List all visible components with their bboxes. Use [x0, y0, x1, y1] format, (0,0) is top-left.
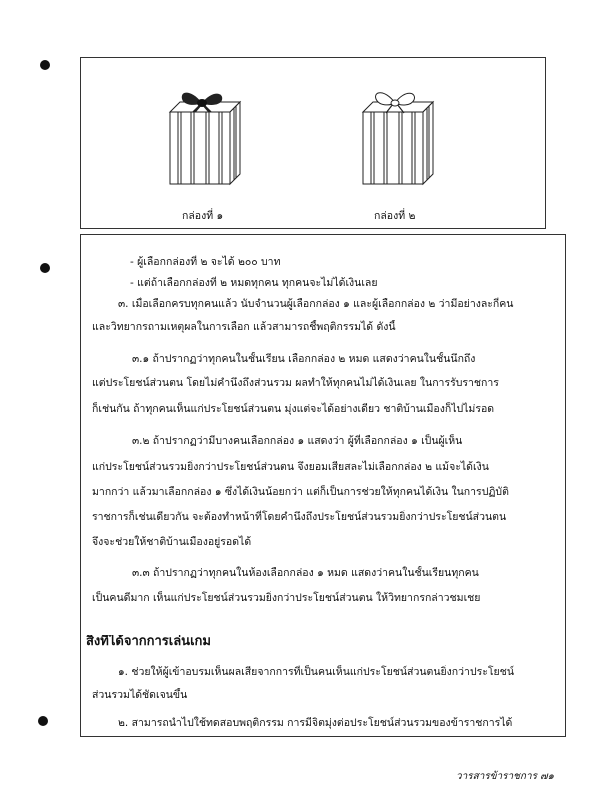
gift-box-1-image: [162, 86, 244, 188]
text-line: ๓.๒ ถ้าปรากฏว่ามีบางคนเลือกกล่อง ๑ แสดงว่า ผู้ที่เลือกกล่อง ๑ เป็นผู้เห็น: [132, 435, 463, 447]
text-line: แต่ประโยชน์ส่วนตน โดยไม่คำนึงถึงส่วนรวม ผลทำให้ทุกคนไม่ได้เงินเลย ในการรับราชการ: [92, 377, 499, 389]
page-footer: วารสารข้าราชการ ๗๑: [456, 771, 555, 782]
punch-hole-bottom: [38, 716, 48, 726]
text-line: แก่ประโยชน์ส่วนรวมยิ่งกว่าประโยชน์ส่วนตน จึงยอมเสียสละไม่เลือกกล่อง ๒ แม้จะได้เงิน: [92, 461, 489, 473]
text-line: ๓.๑ ถ้าปรากฏว่าทุกคนในชั้นเรียน เลือกกล่อง ๒ หมด แสดงว่าคนในชั้นนึกถึง: [132, 353, 476, 365]
text-line: ๑. ช่วยให้ผู้เข้าอบรมเห็นผลเสียจากการที่เป็นคนเห็นแก่ประโยชน์ส่วนตนยิ่งกว่าประโยชน์: [118, 666, 514, 678]
text-line: ๓.๓ ถ้าปรากฏว่าทุกคนในห้องเลือกกล่อง ๑ หมด แสดงว่าคนในชั้นเรียนทุกคน: [132, 567, 479, 579]
gift-box-2-image: [355, 86, 437, 188]
text-line: จึงจะช่วยให้ชาติบ้านเมืองอยู่รอดได้: [92, 536, 252, 548]
section-heading: สิ่งที่ได้จากการเล่นเกม: [86, 635, 211, 649]
text-line: เป็นคนดีมาก เห็นแก่ประโยชน์ส่วนรวมยิ่งกว่าประโยชน์ส่วนตน ให้วิทยากรกล่าวชมเชย: [92, 592, 481, 604]
punch-hole-middle: [40, 263, 50, 273]
punch-hole-top: [40, 60, 50, 70]
box-2-caption: กล่องที่ ๒: [374, 210, 416, 222]
box-1-caption: กล่องที่ ๑: [182, 210, 224, 222]
text-line: ๓. เมื่อเลือกครบทุกคนแล้ว นับจำนวนผู้เลือกกล่อง ๑ และผู้เลือกกล่อง ๒ ว่ามีอย่างละกี่คน: [118, 298, 514, 310]
text-line: มากกว่า แล้วมาเลือกกล่อง ๑ ซึ่งได้เงินน้อยกว่า แต่ก็เป็นการช่วยให้ทุกคนได้เงิน ในการปฏิบัติ: [92, 486, 509, 498]
text-line: และวิทยากรถามเหตุผลในการเลือก แล้วสามารถชี้พฤติกรรมได้ ดังนี้: [92, 321, 396, 333]
text-line: ๒. สามารถนำไปใช้ทดสอบพฤติกรรม การมีจิตมุ่งต่อประโยชน์ส่วนรวมของข้าราชการได้: [118, 717, 513, 729]
text-line: ราชการก็เช่นเดียวกัน จะต้องทำหน้าที่โดยคำนึงถึงประโยชน์ส่วนรวมยิ่งกว่าประโยชน์ส่วนตน: [92, 511, 507, 523]
text-line: - แต่ถ้าเลือกกล่องที่ ๒ หมดทุกคน ทุกคนจะไม่ได้เงินเลย: [130, 277, 378, 289]
text-line: ส่วนรวมได้ชัดเจนขึ้น: [92, 689, 188, 701]
figure-frame: [80, 57, 546, 229]
text-line: ก็เช่นกัน ถ้าทุกคนเห็นแก่ประโยชน์ส่วนตน มุ่งแต่จะได้อย่างเดียว ชาติบ้านเมืองก็ไปไม่รอด: [92, 403, 495, 415]
text-line: - ผู้เลือกกล่องที่ ๒ จะได้ ๒๐๐ บาท: [130, 256, 281, 268]
